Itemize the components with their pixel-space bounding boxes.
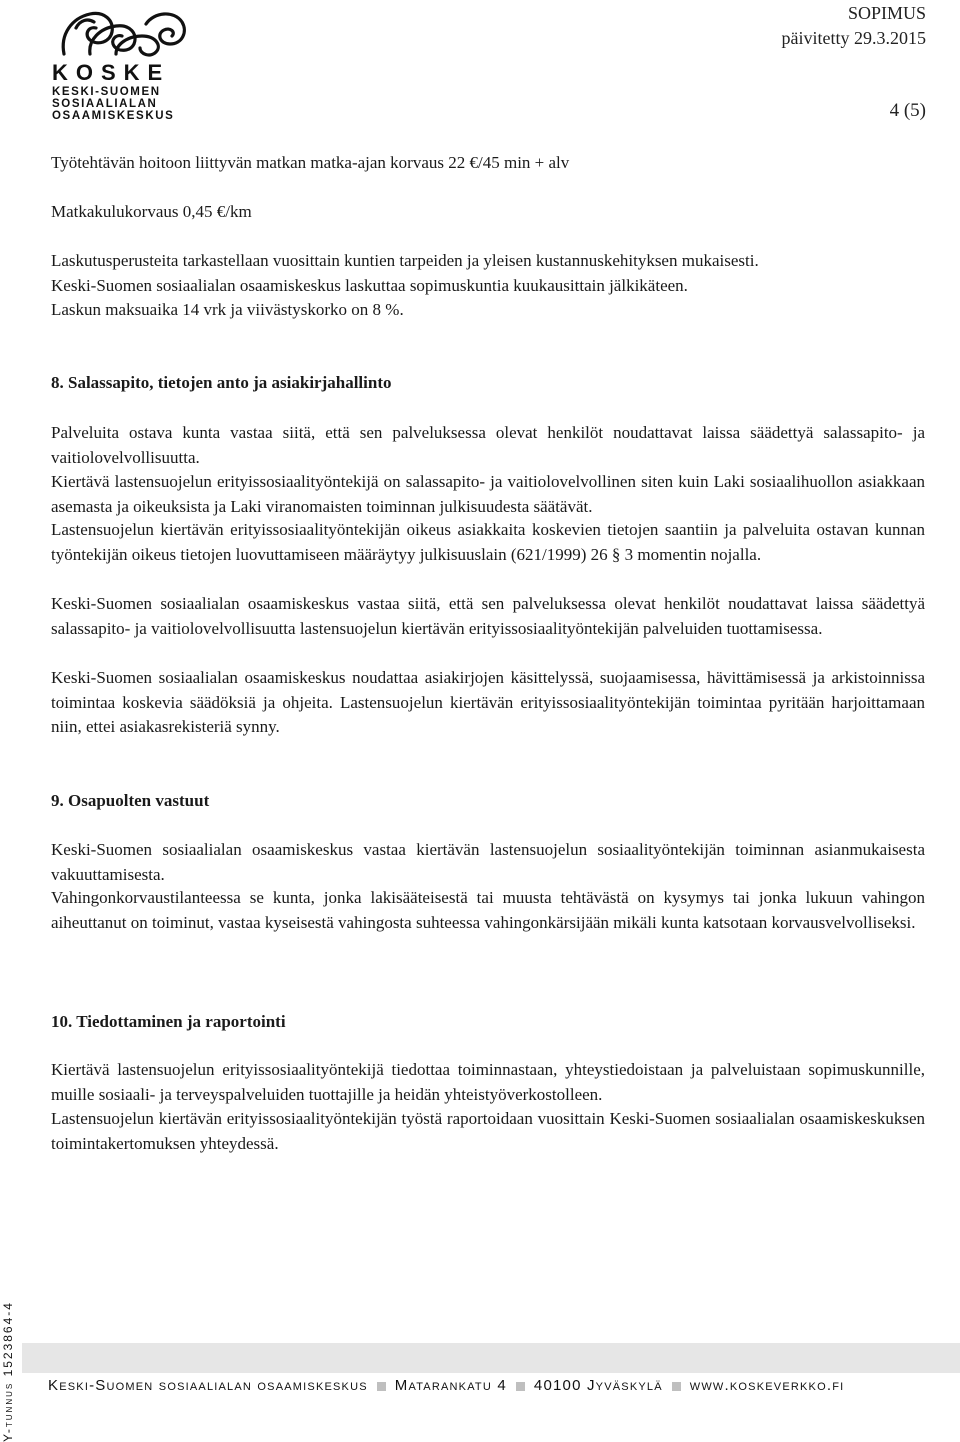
square-bullet-icon [377,1382,386,1391]
section-8-paragraph-2: Kiertävä lastensuojelun erityissosiaalityöntekijä on salassapito- ja vaitiolovelvollinen siten kuin Laki sosiaalihuollon asiakkaan asemasta ja oikeuksista ja Laki viranomaisten toiminnan julkisuudesta säätävät. [51,472,925,516]
section-9-paragraph-2: Vahingonkorvaustilanteessa se kunta, jonka lakisääteisestä tai muusta tehtävästä on kysymys tai jonka lukuun vahingon aiheuttanut on toiminut, vastaa kyseisestä vahingosta suhteessa vahingonkärsijään mikäli kunta katsotaan korvausvelvolliseksi. [51,888,925,932]
square-bullet-icon [672,1382,681,1391]
km-paragraph: Matkakulukorvaus 0,45 €/km [51,202,252,221]
koske-logo-emblem-icon [50,4,190,58]
logo-line-3: OSAAMISKESKUS [52,110,175,122]
footer-org: Keski-Suomen sosiaalialan osaamiskeskus [48,1377,368,1394]
footer-bar [22,1343,960,1373]
section-8-paragraph-1: Palveluita ostava kunta vastaa siitä, että sen palveluksessa olevat henkilöt noudattavat laissa säädettyä salassapito- ja vaitiolovelvollisuutta. [51,423,925,467]
footer-street: Matarankatu 4 [394,1377,507,1394]
document-title: SOPIMUS [847,3,926,23]
square-bullet-icon [516,1382,525,1391]
section-10-heading: 10. Tiedottaminen ja raportointi [51,1012,286,1031]
updated-date: päivitetty 29.3.2015 [781,28,926,48]
travel-time-paragraph: Työtehtävän hoitoon liittyvän matkan matka-ajan korvaus 22 €/45 min + alv [51,153,570,172]
footer-web-link[interactable]: www.koskeverkko.fi [689,1377,845,1394]
section-8-heading: 8. Salassapito, tietojen anto ja asiakirjahallinto [51,373,392,392]
koske-logo [50,4,190,120]
billing-line-3: Laskun maksuaika 14 vrk ja viivästyskorko on 8 %. [51,300,404,319]
section-10-paragraph-2: Lastensuojelun kiertävän erityissosiaalityöntekijän työstä raportoidaan vuosittain Keski-Suomen sosiaalialan osaamiskeskuksen toimintakertomuksen yhteydessä. [51,1109,925,1153]
footer-city: 40100 Jyväskylä [533,1377,663,1394]
section-8-paragraph-3: Lastensuojelun kiertävän erityissosiaalityöntekijän oikeus asiakkaita koskevien tietojen saantiin ja palveluita ostavan kunnan työntekijän oikeus tietojen luovuttamiseen määräytyy julkisuuslain (621/1999) 26 § 3 momentin nojalla. [51,520,925,564]
logo-line-2: SOSIAALIALAN [52,98,158,110]
business-id: Y-tunnus 1523864-4 [1,1301,15,1442]
footer-contact [48,1377,844,1394]
section-9-paragraph-1: Keski-Suomen sosiaalialan osaamiskeskus vastaa kiertävän lastensuojelun sosiaalityöntekijän toiminnan asianmukaisesta vakuuttamisesta. [51,840,925,884]
page-number: 4 (5) [889,100,926,121]
billing-line-2: Keski-Suomen sosiaalialan osaamiskeskus laskuttaa sopimuskuntia kuukausittain jälkikäteen. [51,276,688,295]
billing-line-1: Laskutusperusteita tarkastellaan vuosittain kuntien tarpeiden ja yleisen kustannuskehityksen mukaisesti. [51,251,759,270]
section-8-paragraph-4: Keski-Suomen sosiaalialan osaamiskeskus vastaa siitä, että sen palveluksessa olevat henkilöt noudattavat laissa säädettyä salassapito- ja vaitiolovelvollisuutta lastensuojelun kiertävän erityissosiaalityöntekijän palveluiden tuottamisessa. [51,594,925,638]
section-10-paragraph-1: Kiertävä lastensuojelun erityissosiaalityöntekijä tiedottaa toiminnastaan, yhteystiedoistaan ja palveluistaan sopimuskunnille, muille sosiaali- ja terveyspalveluiden tuottajille ja heidän yhteistyöverkostolleen. [51,1060,925,1104]
section-9-heading: 9. Osapuolten vastuut [51,791,210,810]
logo-name: KOSKE [52,60,171,85]
logo-line-1: KESKI-SUOMEN [52,86,161,98]
section-8-paragraph-5: Keski-Suomen sosiaalialan osaamiskeskus noudattaa asiakirjojen käsittelyssä, suojaamisessa, hävittämisessä ja arkistoinnissa toimintaa koskevia säädöksiä ja ohjeita. Lastensuojelun kiertävän erityissosiaalityöntekijän toimintaa pyritään harjoittamaan niin, ettei asiakasrekisteriä synny. [51,668,925,736]
